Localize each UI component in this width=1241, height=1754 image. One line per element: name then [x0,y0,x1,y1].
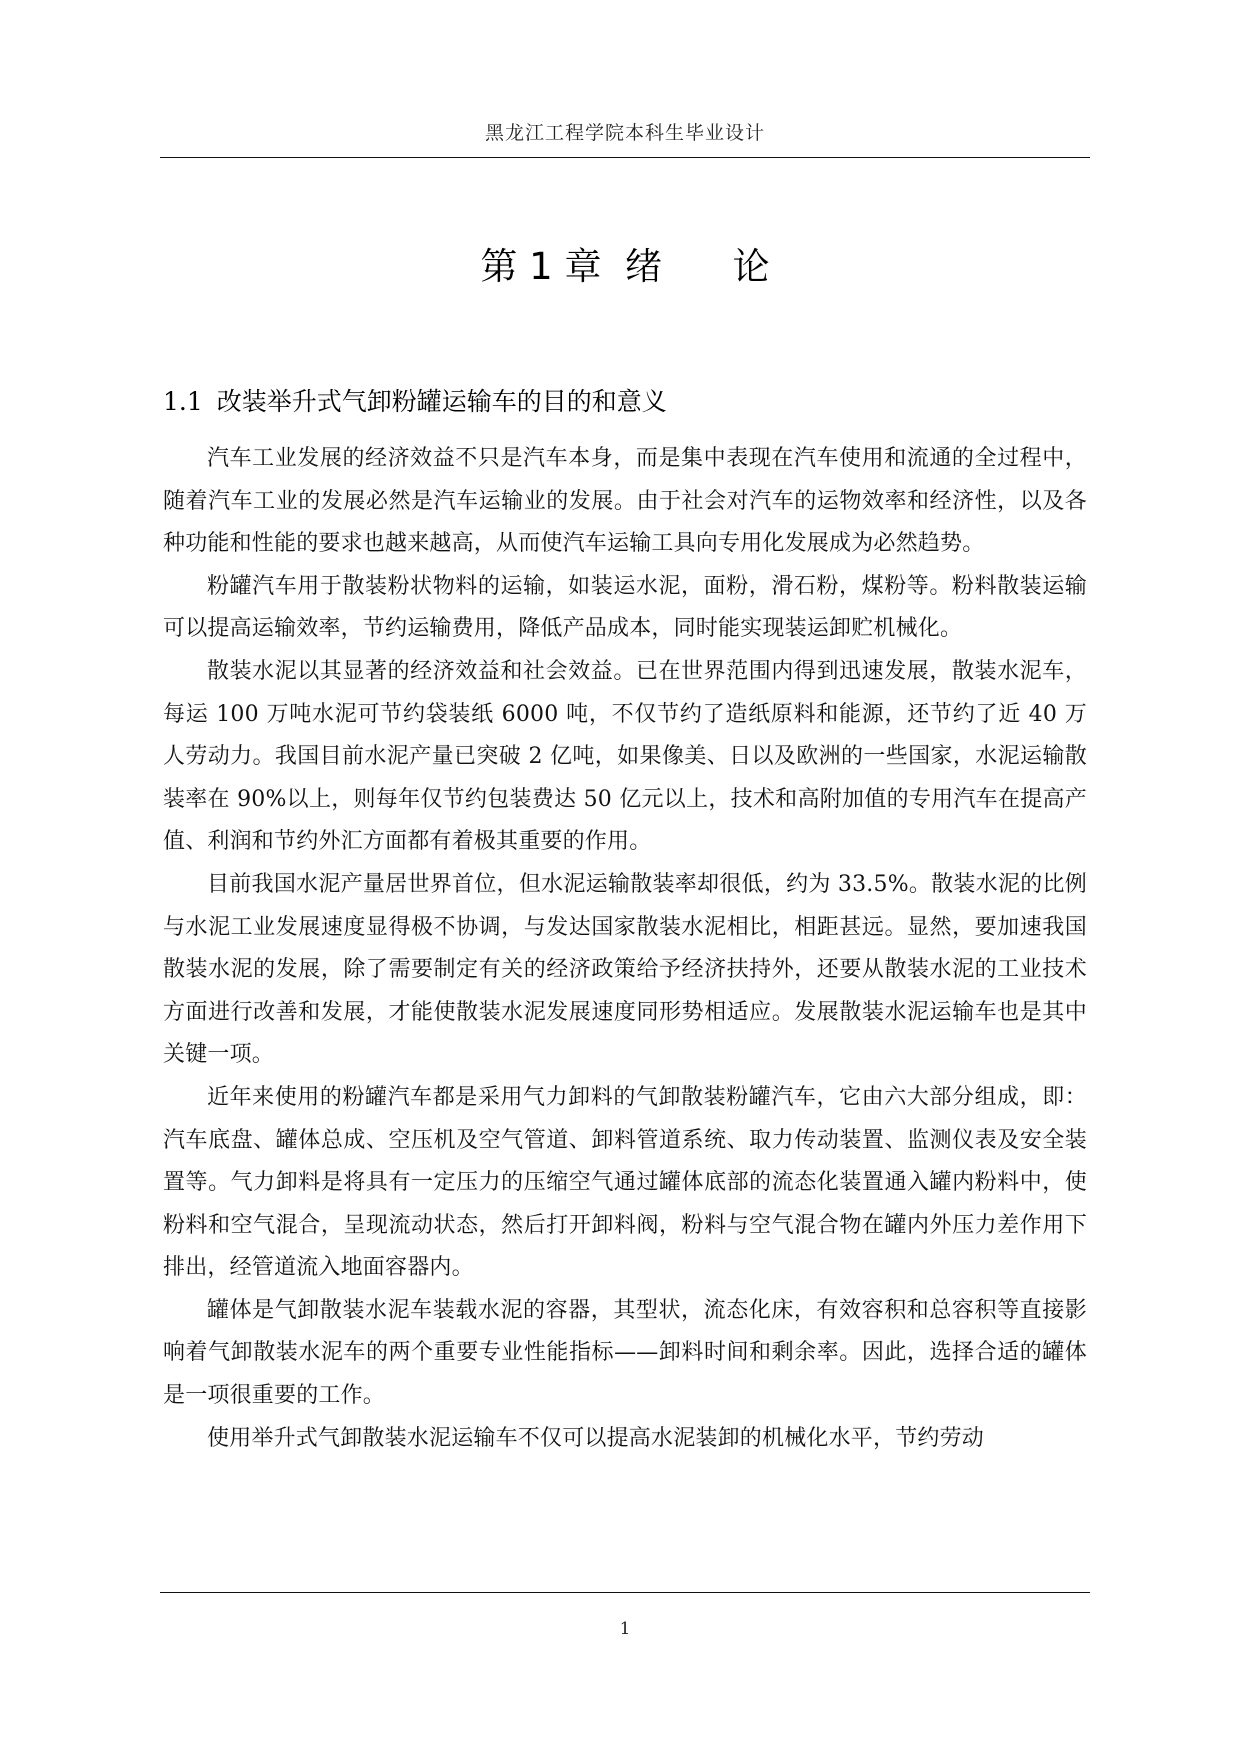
paragraph-5: 近年来使用的粉罐汽车都是采用气力卸料的气卸散装粉罐汽车，它由六大部分组成，即：汽车底盘、罐体总成、空压机及空气管道、卸料管道系统、取力传动装置、监测仪表及安全装置等。气力卸料是将具有一定压力的压缩空气通过罐体底部的流态化装置通入罐内粉料中，使粉料和空气混合，呈现流动状态，然后打开卸料阀，粉料与空气混合物在罐内外压力差作用下排出，经管道流入地面容器内。 [163,1084,1087,1281]
section-heading [163,386,667,418]
paragraph-1: 汽车工业发展的经济效益不只是汽车本身，而是集中表现在汽车使用和流通的全过程中，随着汽车工业的发展必然是汽车运输业的发展。由于社会对汽车的运物效率和经济性，以及各种功能和性能的要求也越来越高，从而使汽车运输工具向专用化发展成为必然趋势。 [163,446,1087,557]
header-rule [160,157,1090,158]
paragraph-3: 散装水泥以其显著的经济效益和社会效益。已在世界范围内得到迅速发展，散装水泥车，每运 100 万吨水泥可节约袋装纸 6000 吨，不仅节约了造纸原料和能源，还节约了近 40 万人劳动力。我国目前水泥产量已突破 2 亿吨，如果像美、日以及欧洲的一些国家，水泥运输散装率在 90%以上，则每年仅节约包装费达 50 亿元以上，技术和高附加值的专用汽车在提高产值、利润和节约外汇方面都有着极其重要的作用。 [163,658,1087,855]
paragraph-4: 目前我国水泥产量居世界首位，但水泥运输散装率却很低，约为 33.5%。散装水泥的比例与水泥工业发展速度显得极不协调，与发达国家散装水泥相比，相距甚远。显然，要加速我国散装水泥的发展，除了需要制定有关的经济政策给予经济扶持外，还要从散装水泥的工业技术方面进行改善和发展，才能使散装水泥发展速度同形势相适应。发展散装水泥运输车也是其中关键一项。 [163,871,1087,1068]
paragraph-2: 粉罐汽车用于散装粉状物料的运输，如装运水泥，面粉，滑石粉，煤粉等。粉料散装运输可以提高运输效率，节约运输费用，降低产品成本，同时能实现装运卸贮机械化。 [163,573,1087,642]
section-number: 1.1 [163,387,203,416]
page-number: 1 [619,1619,631,1639]
body-text [163,438,1087,1460]
paragraph-7: 使用举升式气卸散装水泥运输车不仅可以提高水泥装卸的机械化水平，节约劳动 [207,1425,985,1451]
running-header: 黑龙江工程学院本科生毕业设计 [484,122,765,144]
section-title: 改装举升式气卸粉罐运输车的目的和意义 [216,387,667,416]
footer-rule [160,1592,1090,1593]
paragraph-6: 罐体是气卸散装水泥车装载水泥的容器，其型状，流态化床，有效容积和总容积等直接影响着气卸散装水泥车的两个重要专业性能指标——卸料时间和剩余率。因此，选择合适的罐体是一项很重要的工作。 [163,1297,1087,1409]
chapter-title: 第 1 章 绪 论 [480,245,770,288]
